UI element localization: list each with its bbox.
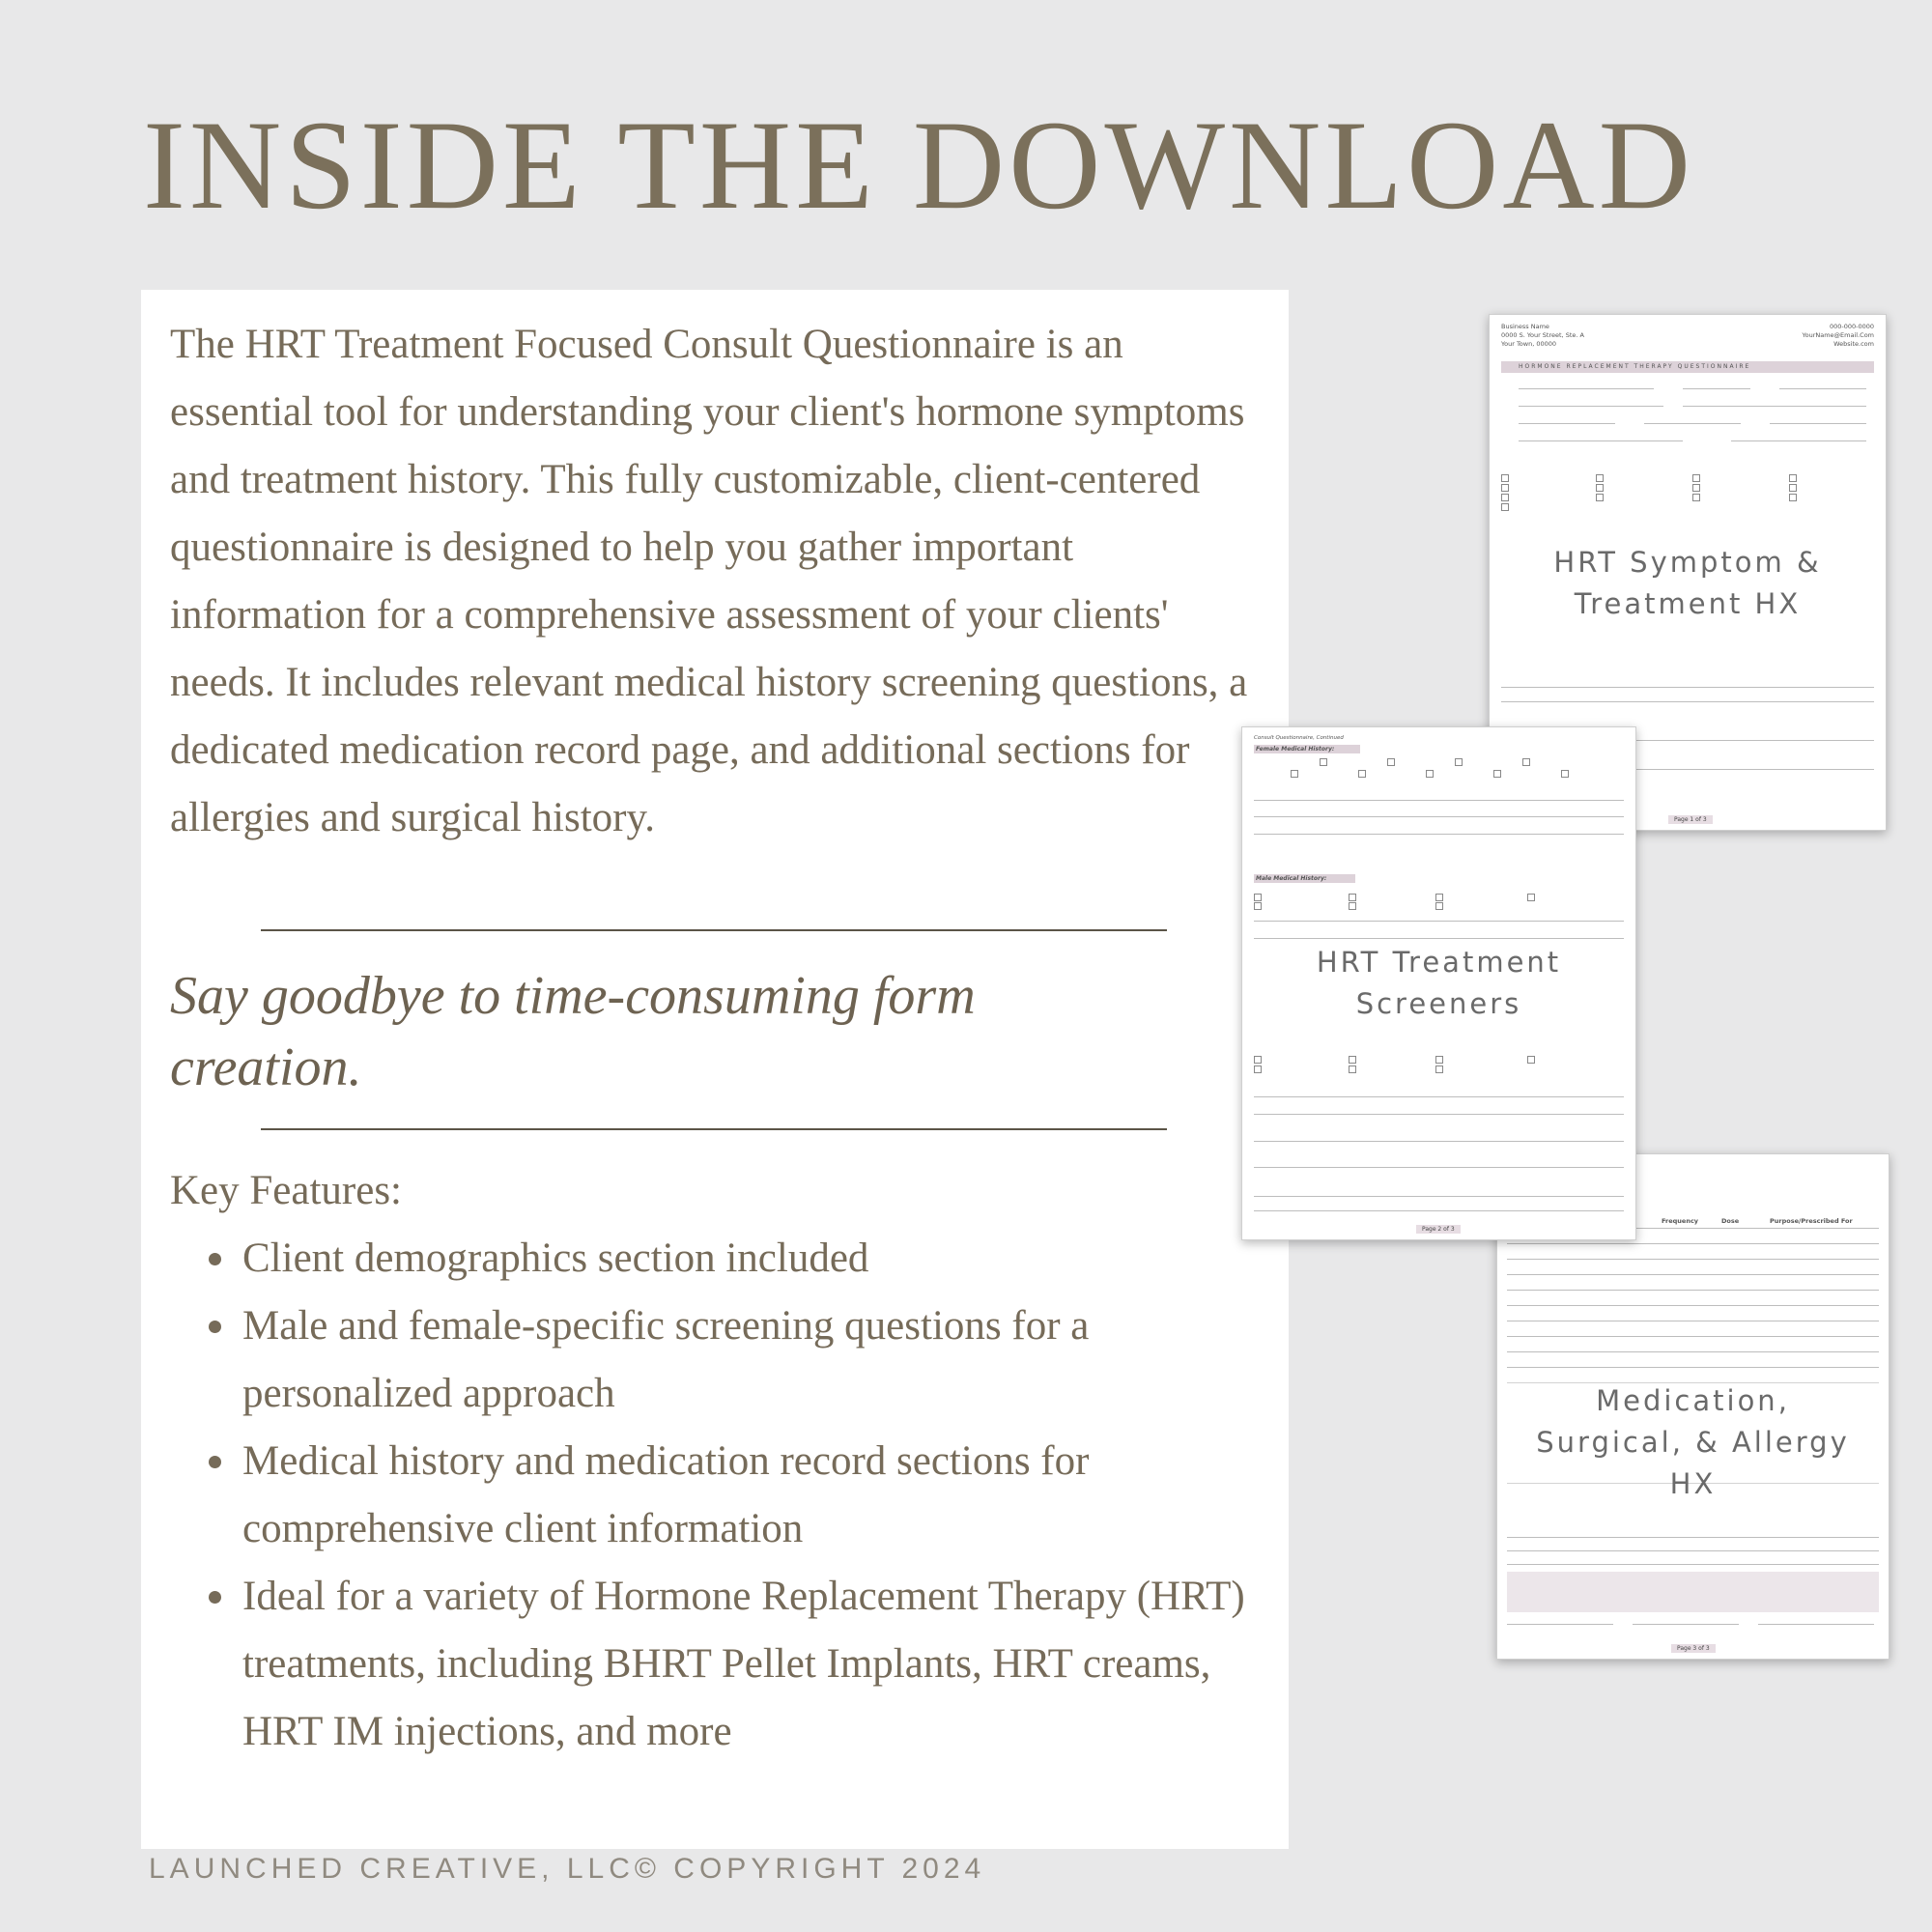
checkbox [1501,494,1509,501]
feature-text: Client demographics section included [242,1236,869,1281]
form-line [1683,388,1750,389]
form-line [1254,834,1624,835]
page-number: Page 3 of 3 [1671,1644,1716,1653]
checkbox [1596,484,1604,492]
form-line [1507,1243,1879,1244]
features-heading: Key Features: [170,1168,403,1213]
document-thumbnail-screeners [1241,726,1636,1240]
form-line [1254,816,1624,817]
document-label-line: HX [1669,1467,1717,1500]
page-number: Page 2 of 3 [1416,1225,1461,1234]
form-line [1254,800,1624,801]
checkbox [1596,494,1604,501]
feature-item [170,1428,1291,1563]
form-line [1501,701,1874,702]
checkbox [1692,474,1700,482]
checkbox [1455,758,1463,766]
divider-bottom [261,1128,1167,1130]
checkbox [1527,894,1535,901]
feature-item [170,1293,1291,1428]
checkbox [1349,1065,1356,1073]
checkbox [1789,494,1797,501]
checkbox [1435,1056,1443,1064]
form-line [1254,1141,1624,1142]
checkbox [1254,894,1262,901]
col-purpose: Purpose/Prescribed For [1770,1217,1853,1225]
bullet-icon [209,1321,221,1333]
form-line [1507,1564,1879,1565]
document-label-line: Screeners [1355,987,1522,1020]
form-line [1254,921,1624,922]
page-number: Page 1 of 3 [1668,815,1713,824]
business-website: Website.com [1833,340,1874,348]
business-phone: 000-000-0000 [1829,323,1874,330]
form-line [1254,1210,1624,1211]
checkbox [1561,770,1569,778]
document-label [1242,942,1635,1025]
continued-label: Consult Questionnaire, Continued [1254,735,1344,741]
checkbox [1501,503,1509,511]
page-title: INSIDE THE DOWNLOAD [143,94,1694,236]
checkbox [1254,1065,1262,1073]
checkbox [1501,484,1509,492]
business-town: Your Town, 00000 [1501,340,1557,348]
form-line [1507,1367,1879,1368]
form-line [1254,1096,1624,1097]
form-line [1507,1259,1879,1260]
form-line [1507,1274,1879,1275]
features-list [170,1225,1291,1766]
form-line [1731,440,1866,441]
document-label-line: HRT Treatment [1316,946,1562,979]
form-line [1779,388,1866,389]
checkbox [1358,770,1366,778]
document-label [1490,542,1886,625]
bullet-icon [209,1253,221,1265]
document-label-line: HRT Symptom & [1553,546,1822,579]
form-line [1770,423,1866,424]
form-line [1644,423,1741,424]
document-label-line: Treatment HX [1574,587,1802,620]
checkbox [1349,894,1356,901]
checkbox [1387,758,1395,766]
copyright-footer: LAUNCHED CREATIVE, LLC© COPYRIGHT 2024 [149,1853,986,1885]
form-line [1519,423,1615,424]
intro-paragraph: The HRT Treatment Focused Consult Questionnaire is an essential tool for understanding your client's hormone symptoms and treatment history. This fully customizable, client-centered questionnaire is designed to help you gather important information for a comprehensive assessment of your clients' needs. It includes relevant medical history screening questions, a dedicated medication record page, and additional sections for allergies and surgical history. [170,322,1248,840]
checkbox [1501,474,1509,482]
col-frequency: Frequency [1662,1217,1699,1225]
feature-text: Ideal for a variety of Hormone Replacement Therapy (HRT) treatments, including BHRT Pellet Implants, HRT creams, HRT IM injections, and more [242,1574,1245,1754]
document-label-line: Surgical, & Allergy [1536,1426,1850,1459]
form-line [1507,1290,1879,1291]
document-label [1497,1380,1889,1505]
checkbox [1789,484,1797,492]
checkbox [1692,494,1700,501]
checkbox [1692,484,1700,492]
checkbox [1527,1056,1535,1064]
form-line [1507,1305,1879,1306]
feature-item [170,1225,1291,1293]
form-line [1507,1537,1879,1538]
form-line [1507,1336,1879,1337]
form-line [1519,406,1663,407]
form-line [1254,1196,1624,1197]
business-street: 0000 S. Your Street, Ste. A [1501,331,1584,339]
checkbox [1254,1056,1262,1064]
male-section-title: Male Medical History: [1256,875,1327,882]
checkbox [1789,474,1797,482]
business-name: Business Name [1501,323,1549,330]
checkbox [1254,902,1262,910]
form-line [1507,1550,1879,1551]
checkbox [1596,474,1604,482]
form-line [1501,687,1874,688]
feature-item [170,1563,1291,1766]
divider-top [261,929,1167,931]
form-line [1633,1624,1739,1625]
bullet-icon [209,1591,221,1604]
form-line [1254,1114,1624,1115]
female-section-title: Female Medical History: [1256,746,1335,753]
form-title: HORMONE REPLACEMENT THERAPY QUESTIONNAIRE [1519,363,1751,370]
form-line [1507,1351,1879,1352]
checkbox [1435,894,1443,901]
form-line [1519,388,1654,389]
checkbox [1426,770,1434,778]
feature-text: Male and female-specific screening questions for a personalized approach [242,1303,1090,1416]
affirmation-box [1507,1572,1879,1612]
form-line [1519,440,1683,441]
document-label-line: Medication, [1596,1384,1790,1417]
checkbox [1493,770,1501,778]
form-line [1683,406,1866,407]
checkbox [1349,1056,1356,1064]
form-line [1507,1624,1613,1625]
checkbox [1522,758,1530,766]
form-line [1254,1167,1624,1168]
checkbox [1291,770,1298,778]
checkbox [1320,758,1327,766]
feature-text: Medical history and medication record sections for comprehensive client information [242,1438,1090,1551]
form-line [1758,1624,1874,1625]
tagline: Say goodbye to time-consuming form creation. [170,966,976,1097]
form-line [1254,938,1624,939]
bullet-icon [209,1456,221,1468]
checkbox [1435,1065,1443,1073]
col-dose: Dose [1721,1217,1740,1225]
business-email: YourName@Email.Com [1802,331,1874,339]
checkbox [1349,902,1356,910]
description-panel [141,290,1289,1849]
checkbox [1435,902,1443,910]
